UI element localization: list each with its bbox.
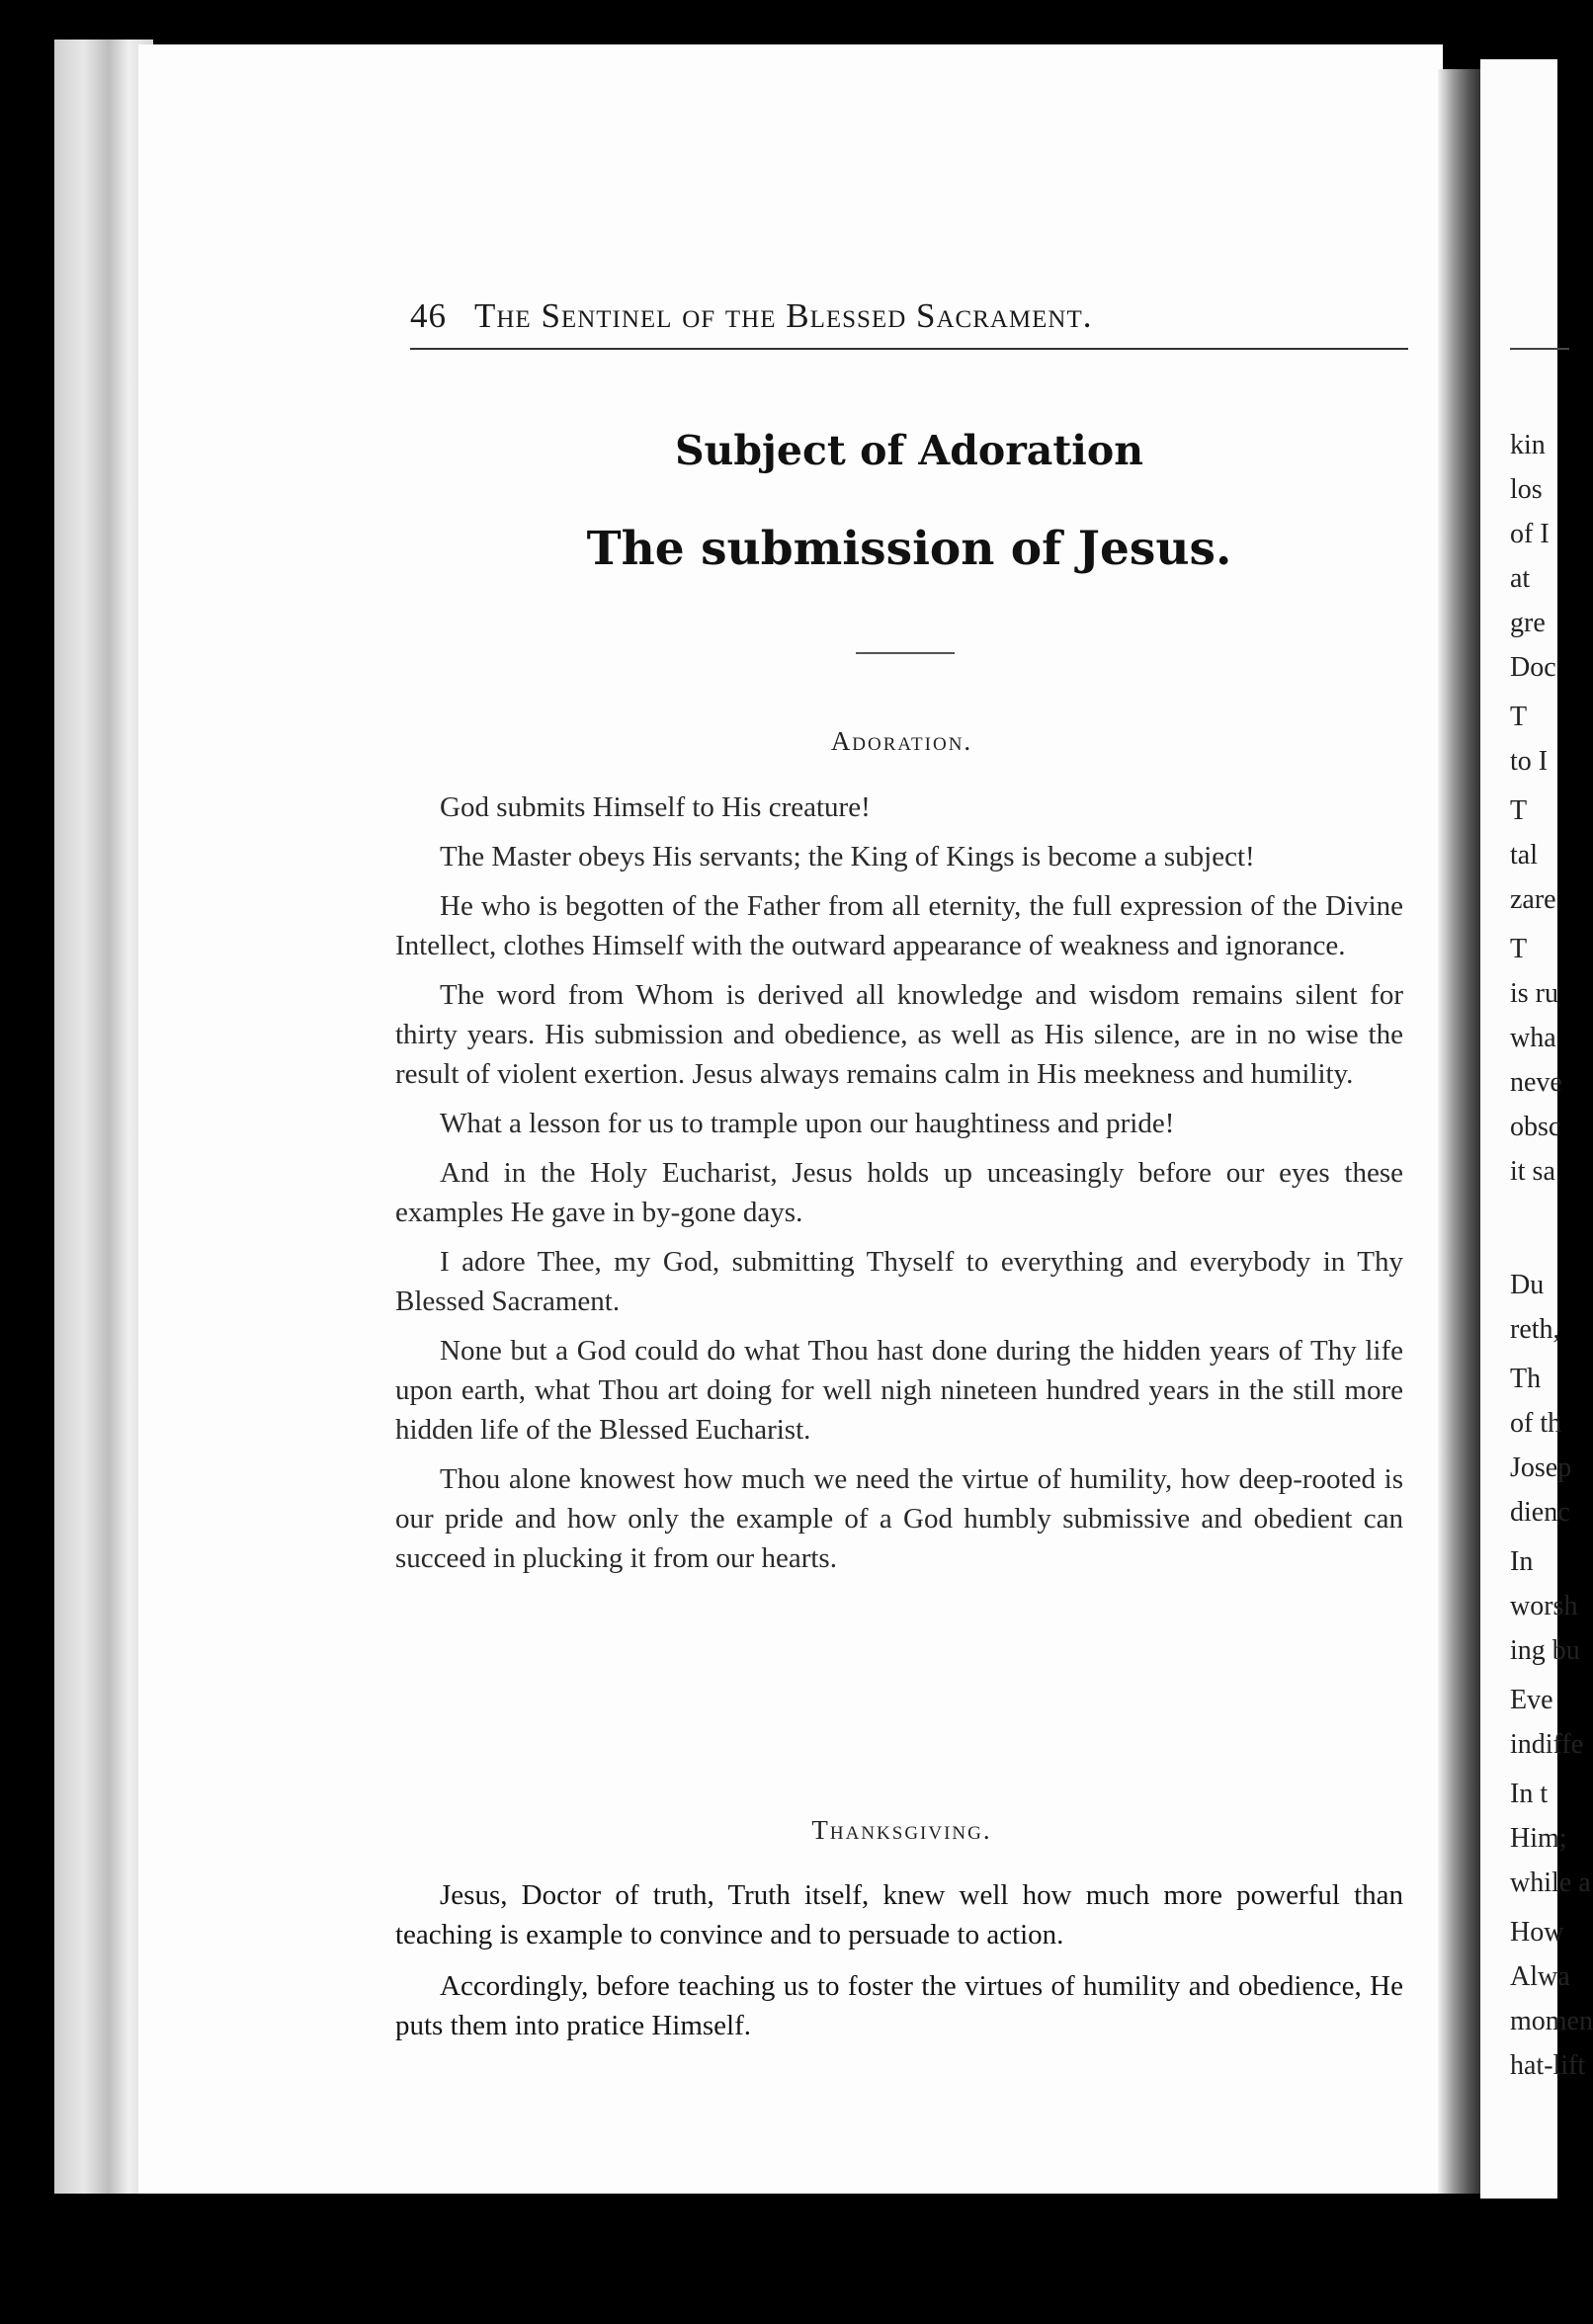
- thanksgiving-body: [395, 1875, 1403, 2057]
- facing-page-text-fragment: of th: [1510, 1408, 1562, 1439]
- facing-page-text-fragment: ing bu: [1510, 1635, 1580, 1666]
- section-heading-thanksgiving: Thanksgiving.: [811, 1815, 992, 1845]
- facing-page-text-fragment: los: [1510, 474, 1543, 505]
- article-subtitle: The submission of Jesus.: [586, 522, 1232, 576]
- facing-page-text-fragment: In: [1510, 1546, 1534, 1577]
- facing-page-text-fragment: Th: [1510, 1364, 1542, 1394]
- adoration-body: [395, 788, 1403, 1588]
- facing-page-text-fragment: while a: [1510, 1868, 1591, 1898]
- facing-page-text-fragment: worsh: [1510, 1591, 1578, 1621]
- facing-page-text-fragment: How: [1510, 1917, 1564, 1948]
- facing-page-text-fragment: dienc: [1510, 1497, 1570, 1528]
- paragraph: Jesus, Doctor of truth, Truth itself, knew well how much more powerful than teaching is example to convince and to persuade to action.: [395, 1879, 1403, 1950]
- header-rule: [410, 348, 1408, 350]
- paragraph: Thou alone knowest how much we need the virtue of humility, how deep-rooted is our pride and how only the example of a God humbly submissive and obedient can succeed in plucking it from our hearts.: [395, 1463, 1403, 1574]
- facing-page-text-fragment: Josep: [1510, 1452, 1572, 1483]
- title-divider: [856, 652, 955, 654]
- facing-page-text-fragment: kin: [1510, 430, 1546, 460]
- facing-page-text-fragment: obsc: [1510, 1112, 1561, 1142]
- facing-page-text-fragment: of I: [1510, 519, 1550, 549]
- facing-page-text-fragment: tal: [1510, 840, 1538, 871]
- paragraph: I adore Thee, my God, submitting Thyself to everything and everybody in Thy Blessed Sacrament.: [395, 1246, 1403, 1317]
- paragraph: The word from Whom is derived all knowledge and wisdom remains silent for thirty years. His submission and obedience, as well as His silence, are in no wise the result of violent exertion. Jesus always remains calm in His meekness and humility.: [395, 979, 1403, 1090]
- facing-page-text-fragment: reth,: [1510, 1314, 1560, 1345]
- facing-page-text-fragment: momen: [1510, 2006, 1593, 2036]
- facing-page-text-fragment: T: [1510, 934, 1528, 964]
- facing-page-text-fragment: at: [1510, 563, 1531, 594]
- page-number: 46: [410, 296, 447, 335]
- running-header: [410, 296, 1403, 336]
- paragraph: What a lesson for us to trample upon our haughtiness and pride!: [440, 1108, 1175, 1139]
- paragraph: None but a God could do what Thou hast done during the hidden years of Thy life upon earth, what Thou art doing for well nigh nineteen hundred years in the still more hidden life of the Blessed Eucharist.: [395, 1335, 1403, 1446]
- facing-page-text-fragment: gre: [1510, 608, 1546, 638]
- paragraph: The Master obeys His servants; the King of Kings is become a subject!: [440, 841, 1255, 872]
- facing-page-text-fragment: to I: [1510, 746, 1549, 777]
- paragraph: And in the Holy Eucharist, Jesus holds up unceasingly before our eyes these examples He gave in by-gone days.: [395, 1157, 1403, 1228]
- facing-page-text-fragment: Eve: [1510, 1685, 1553, 1715]
- facing-page: [1480, 59, 1593, 2199]
- facing-page-text-fragment: Him;: [1510, 1823, 1567, 1854]
- facing-page-text-fragment: Du: [1510, 1270, 1545, 1300]
- paragraph: He who is begotten of the Father from all eternity, the full expression of the Divine Intellect, clothes Himself with the outward appearance of weakness and ignorance.: [395, 890, 1403, 961]
- facing-page-text-fragment: In t: [1510, 1779, 1549, 1809]
- facing-page-text-fragment: hat-lift: [1510, 2050, 1586, 2081]
- running-head-title: The Sentinel of the Blessed Sacrament.: [474, 296, 1093, 335]
- facing-page-text-fragment: neve: [1510, 1067, 1562, 1098]
- facing-page-text-fragment: Alwa: [1510, 1961, 1570, 1992]
- facing-page-text-fragment: wha: [1510, 1023, 1556, 1053]
- paragraph: Accordingly, before teaching us to foster the virtues of humility and obedience, He puts them into pratice Himself.: [395, 1970, 1403, 2041]
- facing-page-text-fragment: T: [1510, 795, 1528, 826]
- facing-page-text-fragment: indiffe: [1510, 1729, 1584, 1760]
- paragraph: God submits Himself to His creature!: [440, 791, 871, 823]
- article-title: Subject of Adoration: [674, 427, 1144, 474]
- book-gutter: [1438, 69, 1482, 2194]
- facing-page-text-fragment: it sa: [1510, 1156, 1555, 1187]
- facing-page-text-fragment: zare: [1510, 884, 1556, 915]
- facing-page-text-fragment: is ru: [1510, 978, 1558, 1009]
- facing-page-header-rule: [1510, 348, 1569, 350]
- facing-page-text-fragment: T: [1510, 702, 1528, 732]
- facing-page-text-fragment: Doc: [1510, 652, 1556, 683]
- section-heading-adoration: Adoration.: [830, 726, 973, 756]
